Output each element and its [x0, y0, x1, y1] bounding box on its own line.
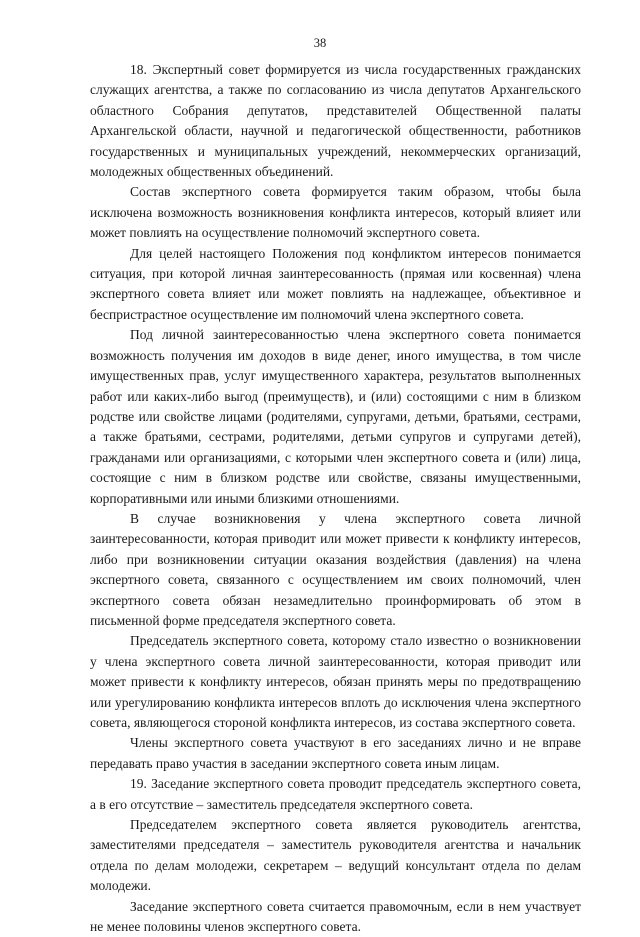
paragraph-member-obligation-inform: В случае возникновения у члена экспертного совета личной заинтересованности, которая приводит или может привести к конфликту интересов, либо при возникновении ситуации оказания воздействия (давления) на члена экспертного совета, связанного с осуществлением им своих полномочий, член экспертного совета обязан незамедлительно проинформировать об этом в письменной форме председателя экспертного совета.: [90, 510, 581, 628]
paragraph-chairman-measures: Председатель экспертного совета, которому стало известно о возникновении у члена экспертного совета личной заинтересованности, которая приводит или может привести к конфликту интересов, обязан принять меры по предотвращению или урегулированию конфликта интересов вплоть до исключения члена экспертного совета, являющегося стороной конфликта интересов, из состава экспертного совета.: [90, 633, 581, 730]
paragraph-personal-participation: Члены экспертного совета участвуют в его заседаниях лично и не вправе передавать право участия в заседании экспертного совета иным лицам.: [90, 735, 581, 771]
paragraph-quorum: Заседание экспертного совета считается правомочным, если в нем участвует не менее половины членов экспертного совета.: [90, 898, 581, 935]
paragraph-council-officers: Председателем экспертного совета является руководитель агентства, заместителями председателя – заместитель руководителя агентства и начальник отдела по делам молодежи, секретарем – ведущий консультант отдела по делам молодежи.: [90, 817, 581, 894]
paragraph-personal-interest-definition: Под личной заинтересованностью члена экспертного совета понимается возможность получения им доходов в виде денег, иного имущества, в том числе имущественных прав, услуг имущественного характера, результатов выполненных работ или каких-либо выгод (преимуществ), и (или) состоящими с ним в близком родстве или свойстве лицами (родителями, супругами, детьми, братьями, сестрами, а также братьями, сестрами, родителями, детьми супругов и супругами детей), гражданами или организациями, с которыми член экспертного совета и (или) лица, состоящие с ним в близком родстве или свойстве, связаны имущественными, корпоративными или иными близкими отношениями.: [90, 327, 581, 506]
paragraph-19-meeting-chair: 19. Заседание экспертного совета проводит председатель экспертного совета, а в его отсутствие – заместитель председателя экспертного совета.: [90, 776, 581, 812]
document-body: [90, 60, 581, 937]
paragraph-council-formation-conflict: Состав экспертного совета формируется таким образом, чтобы была исключена возможность возникновения конфликта интересов, который влияет или может повлиять на осуществление полномочий экспертного совета.: [90, 184, 581, 241]
paragraph-conflict-of-interest-definition: Для целей настоящего Положения под конфликтом интересов понимается ситуация, при которой личная заинтересованность (прямая или косвенная) члена экспертного совета влияет или может повлиять на надлежащее, объективное и беспристрастное осуществление им полномочий члена экспертного совета.: [90, 245, 581, 322]
paragraph-18-expert-council-composition: 18. Экспертный совет формируется из числа государственных гражданских служащих агентства, а также по согласованию из числа депутатов Архангельского областного Собрания депутатов, представителей Общественной палаты Архангельской области, научной и педагогической общественности, работников государственных и муниципальных учреждений, некоммерческих организаций, молодежных общественных объединений.: [90, 62, 581, 180]
page-number: 38: [313, 36, 327, 50]
